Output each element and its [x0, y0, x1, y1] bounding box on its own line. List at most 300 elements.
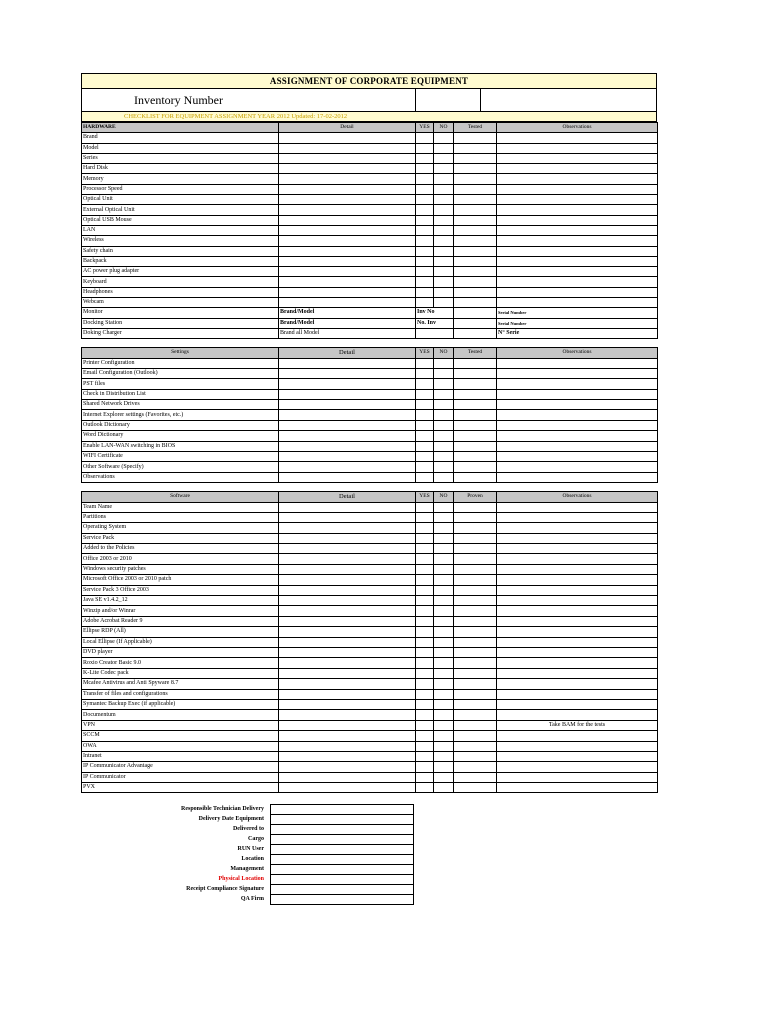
yes-cell[interactable]	[416, 368, 434, 378]
tested-cell[interactable]	[454, 153, 497, 163]
observations-cell[interactable]	[497, 512, 658, 522]
observations-cell[interactable]	[497, 225, 658, 235]
no-cell[interactable]	[434, 564, 454, 574]
observations-cell[interactable]	[497, 741, 658, 751]
tested-cell[interactable]	[454, 637, 497, 647]
observations-cell[interactable]	[497, 164, 658, 174]
tested-cell[interactable]	[454, 544, 497, 554]
yes-cell[interactable]	[416, 741, 434, 751]
observations-cell[interactable]	[497, 627, 658, 637]
yes-cell[interactable]	[416, 751, 434, 761]
no-cell[interactable]	[434, 236, 454, 246]
observations-cell[interactable]	[497, 410, 658, 420]
tested-cell[interactable]	[454, 328, 497, 338]
tested-cell[interactable]	[454, 174, 497, 184]
yes-cell[interactable]	[416, 699, 434, 709]
detail-cell[interactable]	[279, 410, 416, 420]
yes-cell[interactable]	[416, 772, 434, 782]
detail-cell[interactable]	[279, 358, 416, 368]
yes-cell[interactable]	[416, 236, 434, 246]
observations-cell[interactable]	[497, 205, 658, 215]
detail-cell[interactable]	[279, 441, 416, 451]
detail-cell[interactable]	[279, 420, 416, 430]
tested-cell[interactable]	[454, 215, 497, 225]
no-cell[interactable]	[434, 358, 454, 368]
yes-cell[interactable]	[416, 554, 434, 564]
tested-cell[interactable]	[454, 647, 497, 657]
no-cell[interactable]	[434, 389, 454, 399]
observations-cell[interactable]	[497, 462, 658, 472]
detail-cell[interactable]	[279, 502, 416, 512]
detail-cell[interactable]	[279, 647, 416, 657]
tested-cell[interactable]	[454, 772, 497, 782]
no-cell[interactable]	[434, 215, 454, 225]
observations-cell[interactable]	[497, 751, 658, 761]
tested-cell[interactable]	[454, 731, 497, 741]
no-cell[interactable]	[434, 772, 454, 782]
detail-cell[interactable]	[279, 287, 416, 297]
tested-cell[interactable]	[454, 143, 497, 153]
tested-cell[interactable]	[454, 277, 497, 287]
inventory-value[interactable]	[416, 89, 481, 111]
tested-cell[interactable]	[454, 400, 497, 410]
signoff-field[interactable]	[271, 815, 414, 825]
no-cell[interactable]	[434, 441, 454, 451]
tested-cell[interactable]	[454, 184, 497, 194]
no-cell[interactable]	[434, 762, 454, 772]
yes-cell[interactable]	[416, 246, 434, 256]
tested-cell[interactable]	[454, 512, 497, 522]
detail-cell[interactable]	[279, 544, 416, 554]
tested-cell[interactable]	[454, 585, 497, 595]
observations-cell[interactable]	[497, 658, 658, 668]
tested-cell[interactable]	[454, 379, 497, 389]
no-cell[interactable]	[434, 174, 454, 184]
vpn-note[interactable]: Take BAM for the tests	[497, 720, 658, 730]
yes-cell[interactable]	[416, 668, 434, 678]
detail-cell[interactable]	[279, 195, 416, 205]
tested-cell[interactable]	[454, 318, 497, 328]
yes-cell[interactable]	[416, 205, 434, 215]
yes-cell[interactable]	[416, 462, 434, 472]
detail-cell[interactable]: Brand all Model	[279, 328, 416, 338]
no-cell[interactable]	[434, 452, 454, 462]
tested-cell[interactable]	[454, 368, 497, 378]
no-cell[interactable]	[434, 420, 454, 430]
tested-cell[interactable]	[454, 256, 497, 266]
tested-cell[interactable]	[454, 410, 497, 420]
no-cell[interactable]	[434, 627, 454, 637]
observations-cell[interactable]	[497, 575, 658, 585]
observations-cell[interactable]	[497, 298, 658, 308]
yes-cell[interactable]	[416, 658, 434, 668]
no-cell[interactable]	[434, 679, 454, 689]
tested-cell[interactable]	[454, 452, 497, 462]
tested-cell[interactable]	[454, 472, 497, 482]
no-cell[interactable]	[434, 195, 454, 205]
signoff-field[interactable]	[271, 855, 414, 865]
observations-cell[interactable]	[497, 236, 658, 246]
observations-cell[interactable]	[497, 174, 658, 184]
no-cell[interactable]	[434, 751, 454, 761]
no-cell[interactable]	[434, 287, 454, 297]
tested-cell[interactable]	[454, 762, 497, 772]
detail-cell[interactable]	[279, 400, 416, 410]
tested-cell[interactable]	[454, 523, 497, 533]
no-cell[interactable]	[434, 472, 454, 482]
observations-cell[interactable]	[497, 267, 658, 277]
no-cell[interactable]	[434, 606, 454, 616]
observations-cell[interactable]	[497, 441, 658, 451]
no-cell[interactable]	[434, 143, 454, 153]
tested-cell[interactable]	[454, 783, 497, 793]
yes-cell[interactable]	[416, 731, 434, 741]
yes-cell[interactable]	[416, 153, 434, 163]
detail-cell[interactable]	[279, 184, 416, 194]
no-cell[interactable]	[434, 658, 454, 668]
yes-cell[interactable]	[416, 133, 434, 143]
observations-cell[interactable]	[497, 389, 658, 399]
tested-cell[interactable]	[454, 308, 497, 318]
detail-cell[interactable]	[279, 783, 416, 793]
observations-cell[interactable]	[497, 564, 658, 574]
yes-cell[interactable]	[416, 379, 434, 389]
detail-cell[interactable]	[279, 710, 416, 720]
detail-cell[interactable]: Brand/Model	[279, 318, 416, 328]
yes-cell[interactable]	[416, 400, 434, 410]
no-cell[interactable]	[434, 689, 454, 699]
tested-cell[interactable]	[454, 668, 497, 678]
detail-cell[interactable]	[279, 256, 416, 266]
no-cell[interactable]	[434, 533, 454, 543]
observations-cell[interactable]	[497, 772, 658, 782]
detail-cell[interactable]	[279, 452, 416, 462]
detail-cell[interactable]	[279, 720, 416, 730]
detail-cell[interactable]	[279, 143, 416, 153]
serial-cell[interactable]: Serial Number	[497, 318, 658, 328]
no-cell[interactable]	[434, 783, 454, 793]
tested-cell[interactable]	[454, 164, 497, 174]
yes-cell[interactable]	[416, 720, 434, 730]
observations-cell[interactable]	[497, 452, 658, 462]
observations-cell[interactable]	[497, 699, 658, 709]
signoff-field[interactable]	[271, 865, 414, 875]
detail-cell[interactable]	[279, 668, 416, 678]
detail-cell[interactable]	[279, 679, 416, 689]
tested-cell[interactable]	[454, 606, 497, 616]
no-cell[interactable]	[434, 616, 454, 626]
detail-cell[interactable]	[279, 741, 416, 751]
detail-cell[interactable]	[279, 277, 416, 287]
yes-cell[interactable]	[416, 606, 434, 616]
observations-cell[interactable]	[497, 153, 658, 163]
tested-cell[interactable]	[454, 751, 497, 761]
detail-cell[interactable]	[279, 205, 416, 215]
detail-cell[interactable]	[279, 627, 416, 637]
yes-cell[interactable]	[416, 472, 434, 482]
observations-cell[interactable]	[497, 420, 658, 430]
inv-cell[interactable]: No. Inv	[416, 318, 454, 328]
tested-cell[interactable]	[454, 195, 497, 205]
observations-cell[interactable]	[497, 287, 658, 297]
yes-cell[interactable]	[416, 389, 434, 399]
tested-cell[interactable]	[454, 575, 497, 585]
no-cell[interactable]	[434, 368, 454, 378]
tested-cell[interactable]	[454, 236, 497, 246]
detail-cell[interactable]	[279, 225, 416, 235]
yes-cell[interactable]	[416, 174, 434, 184]
tested-cell[interactable]	[454, 658, 497, 668]
detail-cell[interactable]	[279, 564, 416, 574]
tested-cell[interactable]	[454, 554, 497, 564]
observations-cell[interactable]	[497, 783, 658, 793]
tested-cell[interactable]	[454, 533, 497, 543]
no-cell[interactable]	[434, 410, 454, 420]
observations-cell[interactable]	[497, 195, 658, 205]
tested-cell[interactable]	[454, 596, 497, 606]
detail-cell[interactable]	[279, 658, 416, 668]
no-cell[interactable]	[434, 205, 454, 215]
detail-cell[interactable]	[279, 762, 416, 772]
tested-cell[interactable]	[454, 741, 497, 751]
no-cell[interactable]	[434, 731, 454, 741]
yes-cell[interactable]	[416, 164, 434, 174]
no-cell[interactable]	[434, 699, 454, 709]
tested-cell[interactable]	[454, 358, 497, 368]
observations-cell[interactable]	[497, 668, 658, 678]
detail-cell[interactable]	[279, 554, 416, 564]
observations-cell[interactable]	[497, 379, 658, 389]
signoff-field[interactable]	[271, 875, 414, 885]
detail-cell[interactable]	[279, 596, 416, 606]
tested-cell[interactable]	[454, 627, 497, 637]
yes-cell[interactable]	[416, 215, 434, 225]
signoff-field[interactable]	[271, 835, 414, 845]
no-cell[interactable]	[434, 400, 454, 410]
detail-cell[interactable]	[279, 689, 416, 699]
tested-cell[interactable]	[454, 564, 497, 574]
detail-cell[interactable]	[279, 699, 416, 709]
yes-cell[interactable]	[416, 256, 434, 266]
detail-cell[interactable]	[279, 606, 416, 616]
observations-cell[interactable]	[497, 502, 658, 512]
yes-cell[interactable]	[416, 195, 434, 205]
no-cell[interactable]	[434, 720, 454, 730]
detail-cell[interactable]	[279, 267, 416, 277]
no-cell[interactable]	[434, 554, 454, 564]
observations-cell[interactable]	[497, 585, 658, 595]
no-cell[interactable]	[434, 277, 454, 287]
tested-cell[interactable]	[454, 246, 497, 256]
yes-cell[interactable]	[416, 420, 434, 430]
yes-cell[interactable]	[416, 358, 434, 368]
detail-cell[interactable]	[279, 772, 416, 782]
observations-cell[interactable]	[497, 762, 658, 772]
observations-cell[interactable]	[497, 647, 658, 657]
yes-cell[interactable]	[416, 564, 434, 574]
tested-cell[interactable]	[454, 298, 497, 308]
observations-cell[interactable]	[497, 472, 658, 482]
detail-cell[interactable]	[279, 246, 416, 256]
observations-cell[interactable]	[497, 368, 658, 378]
no-cell[interactable]	[434, 502, 454, 512]
detail-cell[interactable]	[279, 133, 416, 143]
yes-cell[interactable]	[416, 616, 434, 626]
detail-cell[interactable]	[279, 174, 416, 184]
no-cell[interactable]	[434, 637, 454, 647]
tested-cell[interactable]	[454, 720, 497, 730]
tested-cell[interactable]	[454, 441, 497, 451]
detail-cell[interactable]	[279, 462, 416, 472]
detail-cell[interactable]	[279, 368, 416, 378]
no-cell[interactable]	[434, 379, 454, 389]
no-cell[interactable]	[434, 267, 454, 277]
observations-cell[interactable]	[497, 523, 658, 533]
tested-cell[interactable]	[454, 462, 497, 472]
observations-cell[interactable]	[497, 431, 658, 441]
observations-cell[interactable]	[497, 256, 658, 266]
tested-cell[interactable]	[454, 225, 497, 235]
yes-cell[interactable]	[416, 512, 434, 522]
yes-cell[interactable]	[416, 762, 434, 772]
yes-cell[interactable]	[416, 533, 434, 543]
detail-cell[interactable]	[279, 389, 416, 399]
yes-cell[interactable]	[416, 627, 434, 637]
observations-cell[interactable]	[497, 133, 658, 143]
tested-cell[interactable]	[454, 205, 497, 215]
serial-cell[interactable]: N° Serie	[497, 328, 658, 338]
no-cell[interactable]	[434, 184, 454, 194]
observations-cell[interactable]	[497, 679, 658, 689]
yes-cell[interactable]	[416, 783, 434, 793]
signoff-field[interactable]	[271, 825, 414, 835]
yes-cell[interactable]	[416, 596, 434, 606]
yes-cell[interactable]	[416, 298, 434, 308]
no-cell[interactable]	[434, 585, 454, 595]
observations-cell[interactable]	[497, 554, 658, 564]
tested-cell[interactable]	[454, 133, 497, 143]
detail-cell[interactable]: Brand/Model	[279, 308, 416, 318]
yes-cell[interactable]	[416, 523, 434, 533]
detail-cell[interactable]	[279, 236, 416, 246]
yes-cell[interactable]	[416, 647, 434, 657]
yes-cell[interactable]	[416, 410, 434, 420]
observations-cell[interactable]	[497, 637, 658, 647]
no-cell[interactable]	[434, 246, 454, 256]
yes-cell[interactable]	[416, 431, 434, 441]
observations-cell[interactable]	[497, 616, 658, 626]
observations-cell[interactable]	[497, 533, 658, 543]
tested-cell[interactable]	[454, 287, 497, 297]
observations-cell[interactable]	[497, 596, 658, 606]
observations-cell[interactable]	[497, 143, 658, 153]
inv-cell[interactable]	[416, 328, 454, 338]
no-cell[interactable]	[434, 523, 454, 533]
detail-cell[interactable]	[279, 616, 416, 626]
yes-cell[interactable]	[416, 287, 434, 297]
tested-cell[interactable]	[454, 431, 497, 441]
detail-cell[interactable]	[279, 575, 416, 585]
tested-cell[interactable]	[454, 699, 497, 709]
yes-cell[interactable]	[416, 267, 434, 277]
detail-cell[interactable]	[279, 585, 416, 595]
detail-cell[interactable]	[279, 512, 416, 522]
yes-cell[interactable]	[416, 689, 434, 699]
no-cell[interactable]	[434, 668, 454, 678]
yes-cell[interactable]	[416, 441, 434, 451]
yes-cell[interactable]	[416, 585, 434, 595]
signoff-field[interactable]	[271, 805, 414, 815]
no-cell[interactable]	[434, 164, 454, 174]
observations-cell[interactable]	[497, 606, 658, 616]
no-cell[interactable]	[434, 462, 454, 472]
no-cell[interactable]	[434, 647, 454, 657]
no-cell[interactable]	[434, 741, 454, 751]
no-cell[interactable]	[434, 153, 454, 163]
tested-cell[interactable]	[454, 616, 497, 626]
detail-cell[interactable]	[279, 431, 416, 441]
detail-cell[interactable]	[279, 215, 416, 225]
signoff-field[interactable]	[271, 895, 414, 905]
detail-cell[interactable]	[279, 637, 416, 647]
yes-cell[interactable]	[416, 277, 434, 287]
observations-cell[interactable]	[497, 544, 658, 554]
yes-cell[interactable]	[416, 184, 434, 194]
observations-cell[interactable]	[497, 358, 658, 368]
observations-cell[interactable]	[497, 184, 658, 194]
no-cell[interactable]	[434, 512, 454, 522]
no-cell[interactable]	[434, 256, 454, 266]
tested-cell[interactable]	[454, 389, 497, 399]
detail-cell[interactable]	[279, 298, 416, 308]
no-cell[interactable]	[434, 133, 454, 143]
observations-cell[interactable]	[497, 400, 658, 410]
tested-cell[interactable]	[454, 689, 497, 699]
no-cell[interactable]	[434, 298, 454, 308]
no-cell[interactable]	[434, 225, 454, 235]
observations-cell[interactable]	[497, 246, 658, 256]
observations-cell[interactable]	[497, 710, 658, 720]
detail-cell[interactable]	[279, 164, 416, 174]
yes-cell[interactable]	[416, 502, 434, 512]
detail-cell[interactable]	[279, 153, 416, 163]
no-cell[interactable]	[434, 710, 454, 720]
detail-cell[interactable]	[279, 379, 416, 389]
signoff-field[interactable]	[271, 845, 414, 855]
detail-cell[interactable]	[279, 751, 416, 761]
inv-cell[interactable]: Inv No	[416, 308, 454, 318]
signoff-field[interactable]	[271, 885, 414, 895]
observations-cell[interactable]	[497, 689, 658, 699]
tested-cell[interactable]	[454, 710, 497, 720]
yes-cell[interactable]	[416, 637, 434, 647]
tested-cell[interactable]	[454, 679, 497, 689]
detail-cell[interactable]	[279, 731, 416, 741]
tested-cell[interactable]	[454, 267, 497, 277]
no-cell[interactable]	[434, 575, 454, 585]
observations-cell[interactable]	[497, 731, 658, 741]
yes-cell[interactable]	[416, 544, 434, 554]
tested-cell[interactable]	[454, 502, 497, 512]
yes-cell[interactable]	[416, 143, 434, 153]
yes-cell[interactable]	[416, 452, 434, 462]
no-cell[interactable]	[434, 431, 454, 441]
no-cell[interactable]	[434, 544, 454, 554]
yes-cell[interactable]	[416, 710, 434, 720]
observations-cell[interactable]	[497, 215, 658, 225]
detail-cell[interactable]	[279, 533, 416, 543]
serial-cell[interactable]: Serial Number	[497, 308, 658, 318]
